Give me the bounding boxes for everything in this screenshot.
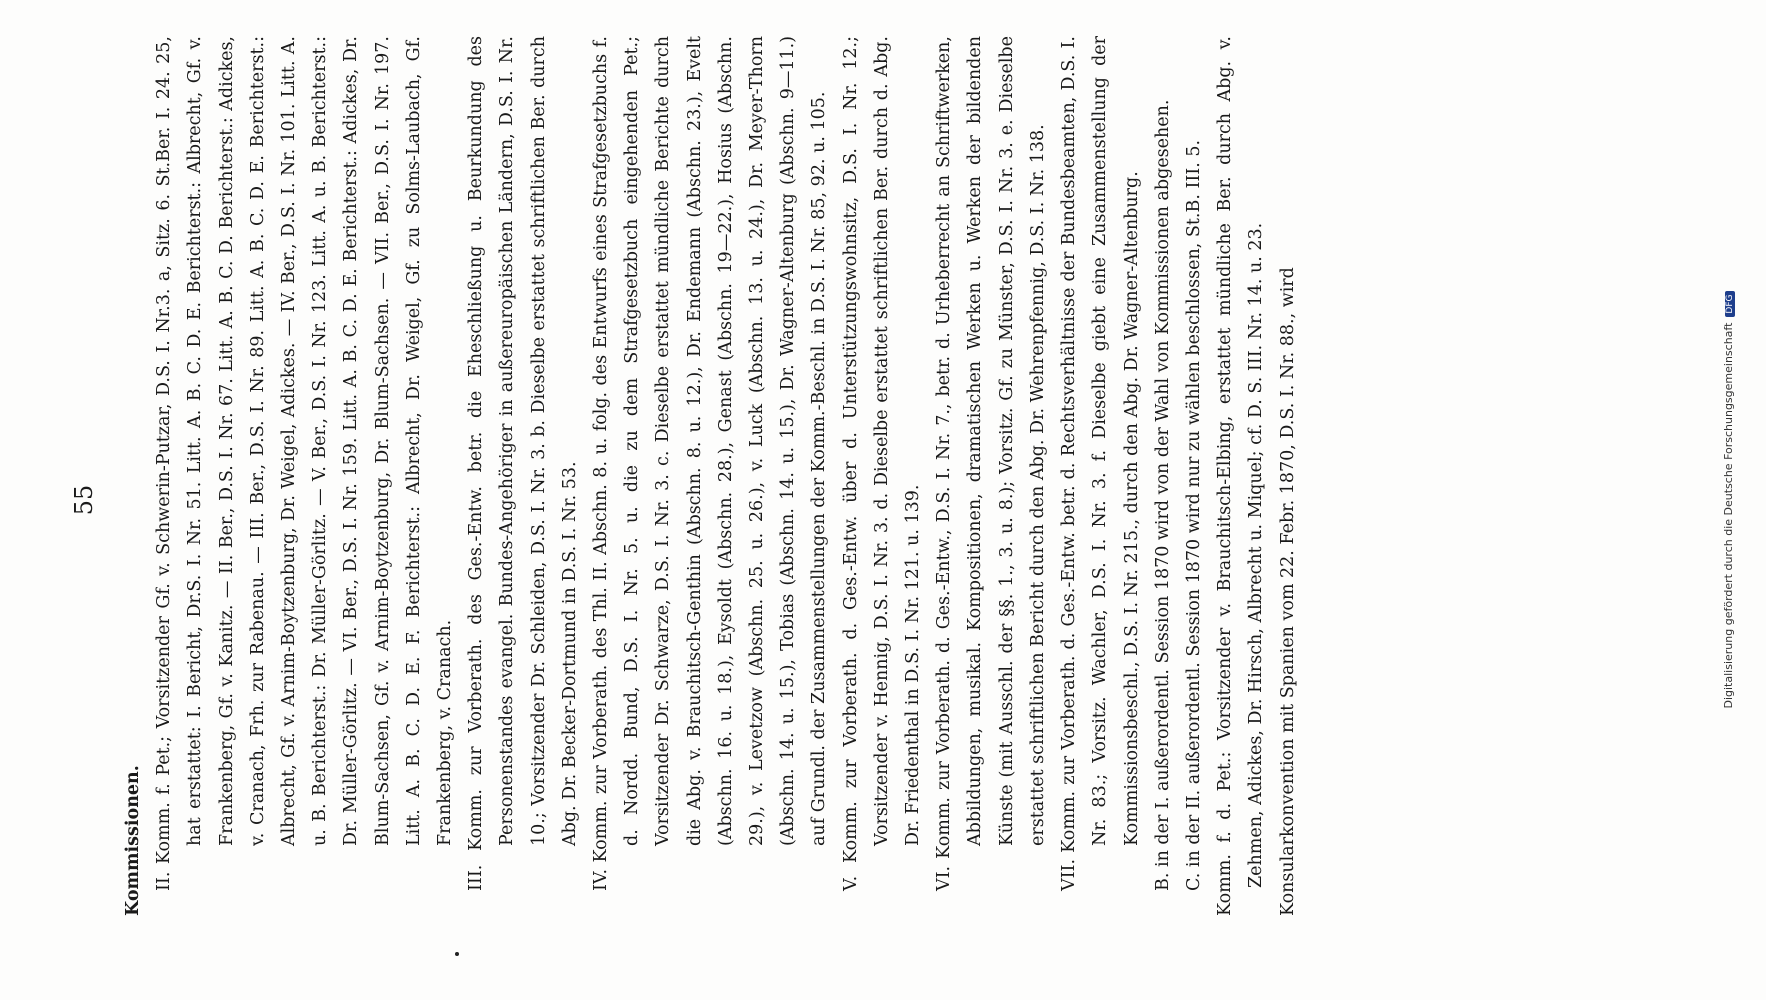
page-number: 55 [70,484,98,516]
paragraph-komm-VII: VII. Komm. zur Vorberath. d. Ges.-Entw. betr. d. Rechtsverhältnisse der Bundesbeamten, D.S. I. Nr. 83.; Vorsitz. Wachler, D.S. I. Nr. 3. f. Dieselbe giebt eine Zusammenstellung der Kommissionsbeschl., D.S. I. Nr. 215., durch den Abg. Dr. Wagner-Altenburg. [1059,36,1142,891]
paragraph-komm-f-d-pet: Komm. f. d. Pet.: Vorsitzender v. Brauchitsch-Elbing, erstattet mündliche Ber. durch Abg. v. Zehmen, Adickes, Dr. Hirsch, Albrecht u. Miquel; cf. D. S. III. Nr. 14. u. 23. [1215,36,1267,916]
paragraph-konsularkonvention: Konsularkonvention mit Spanien vom 22. Febr. 1870, D.S. I. Nr. 88., wird [1277,267,1298,916]
paragraph-komm-pet: II. Komm. f. Pet.; Vorsitzender Gf. v. Schwerin-Putzar, D.S. I. Nr.3. a, Sitz. 6. St.Ber. I. 24. 25, hat erstattet: I. Bericht, Dr.S. I. Nr. 51. Litt. A. B. C. D. E. Berichterst.: Albrecht, Gf. v. Frankenberg, Gf. v. Kanitz. — II. Ber., D.S. I. Nr. 67. Litt. A. B. C. D. Berichterst.: Adickes, v. Cranach, Frh. zur Rabenau. — III. Ber., D.S. I. Nr. 89. Litt. A. B. C. D. E. Berichterst.: Albrecht, Gf. v. Arnim-Boytzenburg, Dr. Weigel, Adickes. — IV. Ber., D.S. I. Nr. 101. Litt. A. u. B. Berichterst.: Dr. Müller-Görlitz. — V. Ber., D.S. I. Nr. 123. Litt. A. u. B. Berichterst.: Dr. Müller-Görlitz. — VI. Ber., D.S. I. Nr. 159. Litt. A. B. C. D. E. Berichterst.: Adickes, Dr. Blum-Sachsen, Gf. v. Arnim-Boytzenburg, Dr. Blum-Sachsen. — VII. Ber., D.S. I. Nr. 197. Litt. A. B. C. D. E. F. Berichterst.: Albrecht, Dr. Weigel, Gf. zu Solms-Laubach, Gf. Frankenberg, v. Cranach. [154,36,456,891]
text-column [118,36,1304,916]
credit-text: Digitalisierung gefördert durch die Deutsche Forschungsgemeinschaft [1722,322,1735,709]
paragraph-komm-V: V. Komm. zur Vorberath. d. Ges.-Entw. über d. Unterstützungswohnsitz, D.S. I. Nr. 12.; Vorsitzender v. Hennig, D.S. I. Nr. 3. d. Dieselbe erstattet schriftlichen Ber. durch d. Abg. Dr. Friedenthal in D.S. I. Nr. 121. u. 139. [840,36,924,891]
paragraph-session-C: C. in der II. außerordentl. Session 1870 wird nur zu wählen beschlossen, St.B. III. 5. [1183,139,1204,891]
paragraph-session-B: B. in der I. außerordentl. Session 1870 wird von der Wahl von Kommissionen abgesehen. [1152,99,1173,891]
paragraph-komm-VI: VI. Komm. zur Vorberath. d. Ges.-Entw., D.S. I. Nr. 7., betr. d. Urheberrecht an Schriftwerken, Abbildungen, musikal. Kompositionen, dramatischen Werken u. Werken der bildenden Künste (mit Ausschl. der §§. 1., 3. u. 8.); Vorsitz. Gf. zu Münster, D.S. I. Nr. 3. e. Dieselbe erstattet schriftlichen Bericht durch den Abg. Dr. Wehrenpfennig, D.S. I. Nr. 138. [934,36,1048,891]
digitization-credit [1722,0,1735,1000]
paragraph-komm-IV: IV. Komm. zur Vorberath. des Thl. II. Abschn. 8. u. folg. des Entwurfs eines Strafgesetzbuchs f. d. Nordd. Bund, D.S. I. Nr. 5. u. die zu dem Strafgesetzbuch eingehenden Pet.; Vorsitzender Dr. Schwarze, D.S. I. Nr. 3. c. Dieselbe erstattet mündliche Berichte durch die Abg. v. Brauchitsch-Genthin (Abschn. 8. u. 12.), Dr. Endemann (Abschn. 23.), Evelt (Abschn. 16. u. 18.), Eysoldt (Abschn. 28.), Genast (Abschn. 19—22.), Hosius (Abschn. 29.), v. Levetzow (Abschn. 25. u. 26.), v. Luck (Abschn. 13. u. 24.), Dr. Meyer-Thorn (Abschn. 14. u. 15.), Tobias (Abschn. 14. u. 15.), Dr. Wagner-Altenburg (Abschn. 9—11.) auf Grundl. der Zusammenstellungen der Komm.-Beschl. in D.S. I. Nr. 85, 92. u. 105. [591,36,830,891]
dfg-logo: DFG [1725,291,1735,316]
scan-speck [455,952,459,956]
section-heading: Kommissionen. [123,765,143,916]
paragraph-komm-III: III. Komm. zur Vorberath. des Ges.-Entw. betr. die Eheschließung u. Beurkundung des Personenstandes evangel. Bundes-Angehöriger in außereuropäischen Ländern, D.S. I. Nr. 10.; Vorsitzender Dr. Schleiden, D.S. I. Nr. 3. b. Dieselbe erstattet schriftlichen Ber. durch Abg. Dr. Becker-Dortmund in D.S. I. Nr. 53. [466,36,580,891]
